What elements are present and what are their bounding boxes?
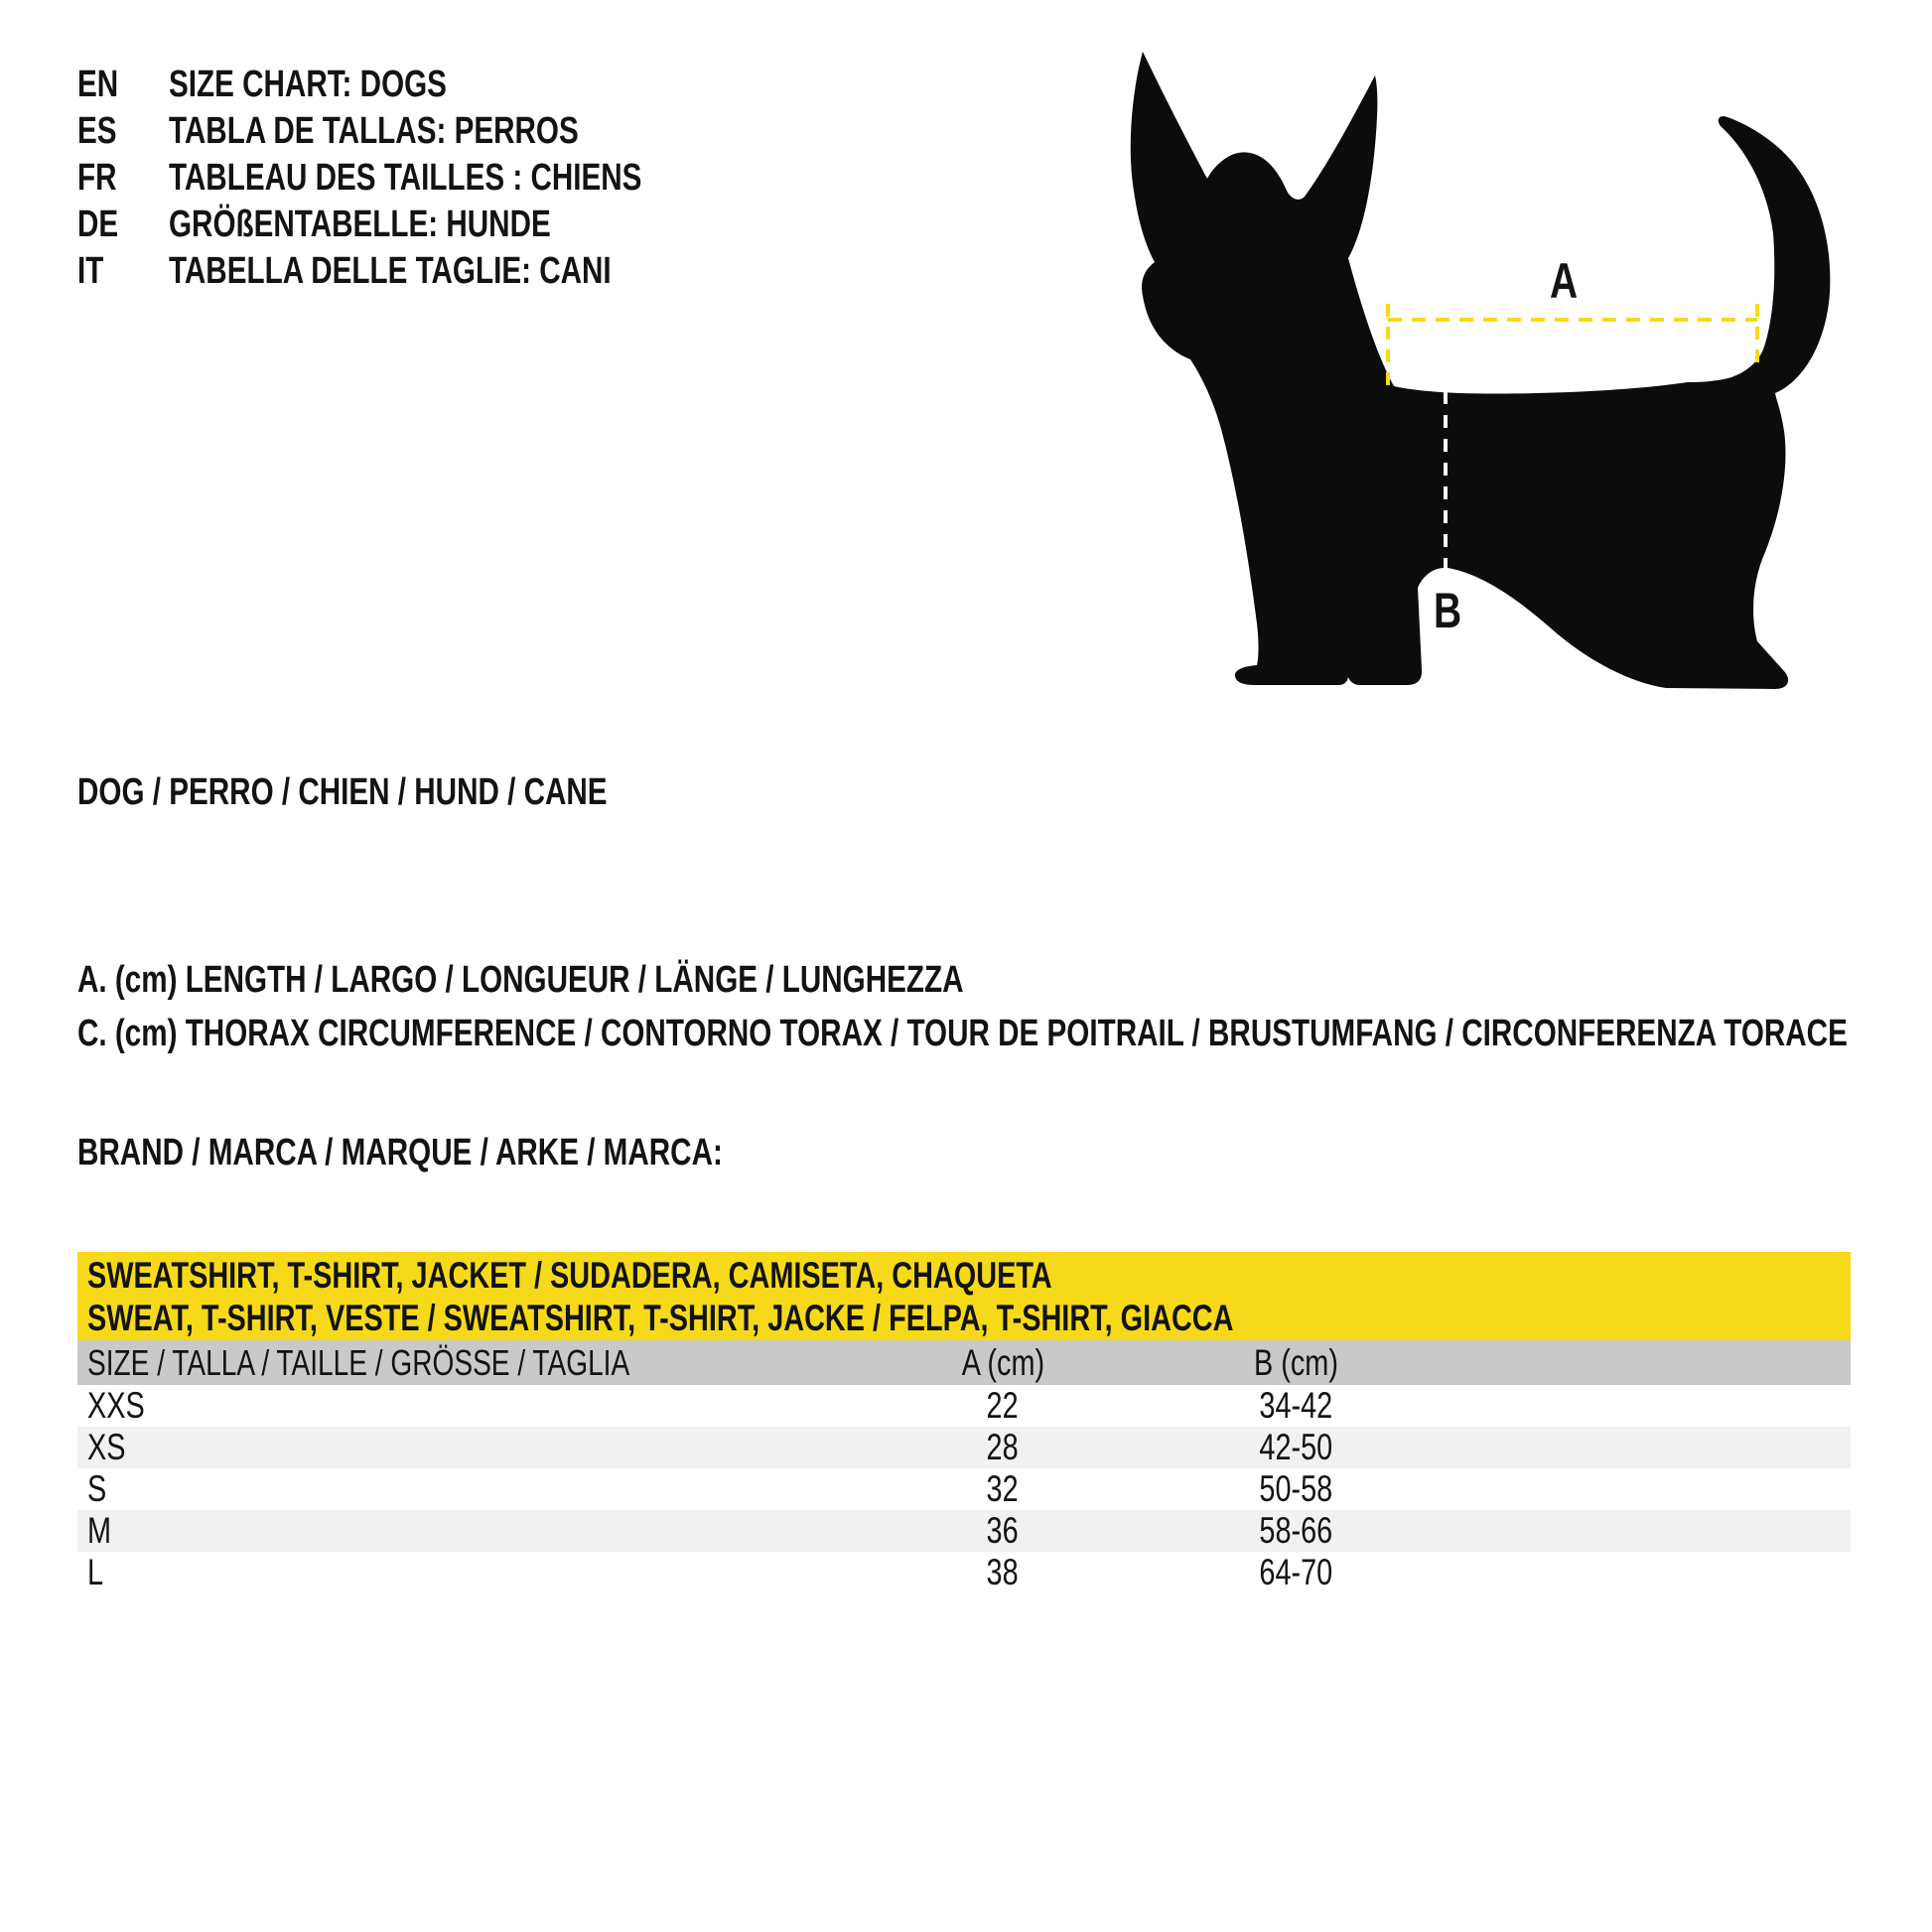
column-header-size: SIZE / TALLA / TAILLE / GRÖSSE / TAGLIA	[87, 1341, 630, 1383]
table-row	[77, 1552, 1851, 1593]
measurement-marker-a	[1529, 252, 1598, 310]
table-row	[77, 1468, 1851, 1510]
language-title: GRÖßENTABELLE: HUNDE	[169, 204, 551, 245]
language-code: ES	[77, 110, 117, 152]
b-value: 64-70	[1259, 1552, 1332, 1592]
b-value: 58-66	[1259, 1510, 1332, 1551]
measurement-line-a-left-tick	[1386, 304, 1390, 387]
a-value: 28	[986, 1427, 1020, 1467]
b-value: 34-42	[1259, 1385, 1332, 1426]
legend-line-c: C. (cm) THORAX CIRCUMFERENCE / CONTORNO TORAX / TOUR DE POITRAIL / BRUSTUMFANG / CIRCONFERENZA TORACE	[77, 1013, 1848, 1054]
language-title: TABLEAU DES TAILLES : CHIENS	[169, 157, 642, 199]
a-value: 38	[986, 1552, 1020, 1592]
marker-a-label: A	[1549, 253, 1579, 309]
a-value: 32	[986, 1468, 1020, 1509]
size-value: XS	[87, 1427, 126, 1467]
animal-caption: DOG / PERRO / CHIEN / HUND / CANE	[77, 771, 608, 813]
measurement-line-b	[1444, 391, 1448, 570]
a-value: 22	[986, 1385, 1020, 1426]
size-value: M	[87, 1510, 112, 1551]
language-code: FR	[77, 157, 117, 199]
language-code: EN	[77, 64, 119, 105]
language-code: DE	[77, 204, 119, 245]
measurement-marker-b	[1413, 582, 1482, 639]
language-title: TABLA DE TALLAS: PERROS	[169, 110, 579, 152]
measurement-line-a	[1388, 318, 1757, 322]
b-value: 42-50	[1259, 1427, 1332, 1467]
language-title: TABELLA DELLE TAGLIE: CANI	[169, 250, 612, 292]
column-header-b: B (cm)	[1253, 1341, 1338, 1383]
table-row	[77, 1510, 1851, 1552]
size-value: L	[87, 1552, 104, 1592]
category-band-line1: SWEATSHIRT, T-SHIRT, JACKET / SUDADERA, CAMISETA, CHAQUETA	[87, 1254, 1052, 1296]
b-value: 50-58	[1259, 1468, 1332, 1509]
table-row	[77, 1427, 1851, 1468]
marker-b-label: B	[1433, 583, 1462, 638]
size-table	[77, 1252, 1851, 1593]
language-code: IT	[77, 250, 104, 292]
table-category-band	[77, 1252, 1851, 1340]
legend-line-a: A. (cm) LENGTH / LARGO / LONGUEUR / LÄNGE / LUNGHEZZA	[77, 959, 964, 1001]
size-value: XXS	[87, 1385, 145, 1426]
table-header-row	[77, 1340, 1851, 1385]
measurement-line-a-right-tick	[1755, 304, 1759, 365]
brand-caption: BRAND / MARCA / MARQUE / ARKE / MARCA:	[77, 1132, 723, 1173]
category-band-line2: SWEAT, T-SHIRT, VESTE / SWEATSHIRT, T-SHIRT, JACKE / FELPA, T-SHIRT, GIACCA	[87, 1297, 1234, 1338]
size-value: S	[87, 1468, 107, 1509]
a-value: 36	[986, 1510, 1020, 1551]
language-title: SIZE CHART: DOGS	[169, 64, 447, 105]
table-row	[77, 1385, 1851, 1427]
column-header-a: A (cm)	[961, 1341, 1044, 1383]
